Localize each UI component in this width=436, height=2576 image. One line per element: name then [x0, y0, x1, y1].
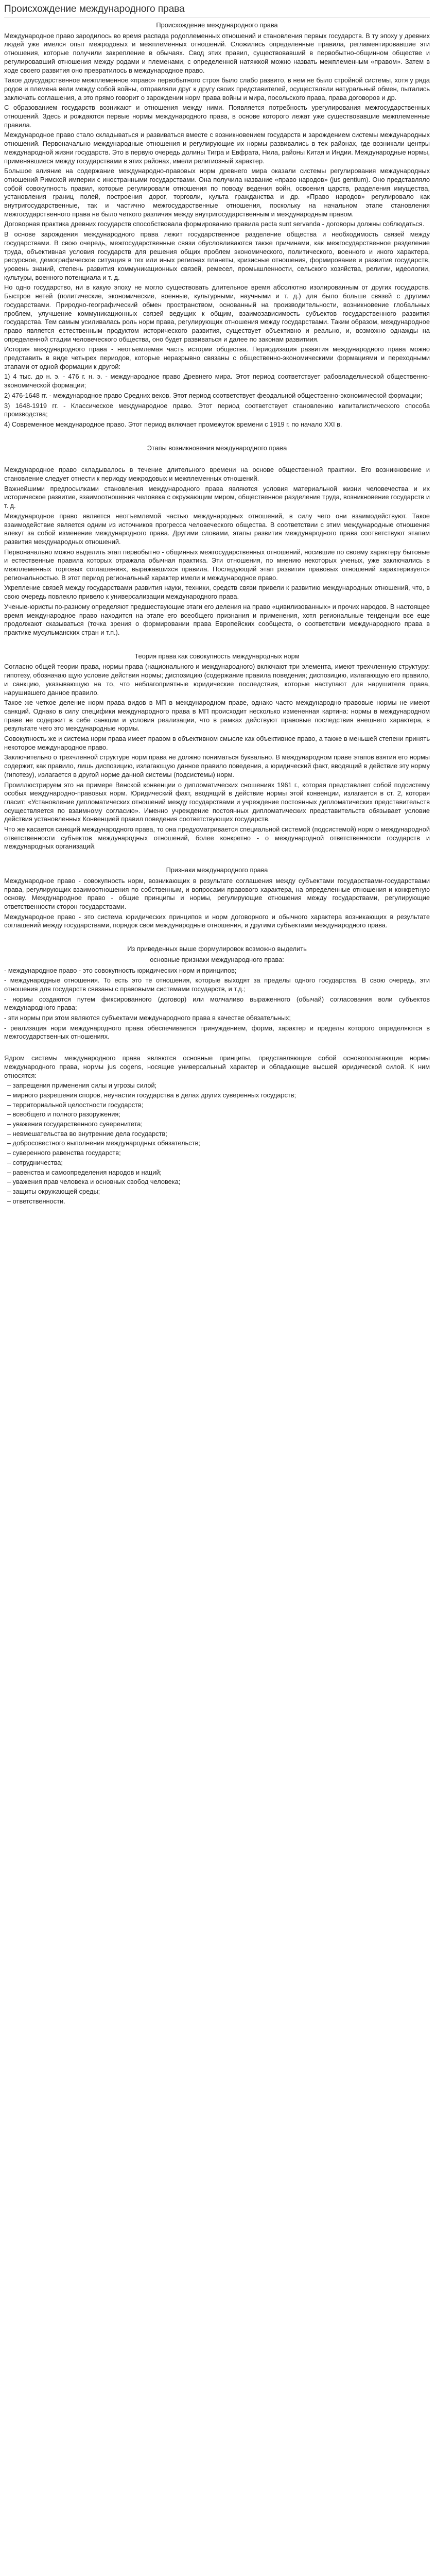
- paragraph: Ядром системы международного права являются основные принципы, представляющие собой основополагающие нормы международного права, нормы jus cogens, носящие универсальный характер и обладающие высшей юридической силой. К ним относятся:: [4, 1054, 430, 1079]
- paragraph: - эти нормы при этом являются субъектами международного права в качестве обязательных;: [4, 1014, 291, 1022]
- paragraph: Такое же четкое деление норм права видов в МП в международном праве, однако часто международно-правовые нормы не имеют санкций. Однако в силу специфики международного права в МП происходит несколько измененная картина: нормы в международном праве не содержит в себе санкции и условия реализации, что в рамках действуют правовые последствия внешнего характера, в результате чего это международные нормы.: [4, 699, 430, 733]
- section-heading: Происхождение международного права: [156, 21, 278, 29]
- section-heading: Из приведенных выше формулировок возможно выделить: [127, 945, 307, 953]
- section-spacer: [4, 454, 430, 466]
- page: [0, 0, 436, 1211]
- section-spacer: [4, 431, 430, 442]
- principles-list: [4, 1081, 430, 1206]
- paragraph: Международное право зародилось во время распада родоплеменных отношений и становления первых государств. В ту эпоху у древних людей уже имелся опыт межродовых и межплеменных отношений. Сложились определенные правила, регламентировавшие эти отношения, которые получили закрепление в обычаях. Свод этих правил, существовавший в первобытно-общинном обществе и регулировавший отношения между родами и племенами, с определенной натяжкой можно назвать межплеменным «правом». Затем в ходе своего развития оно превратилось в международное право.: [4, 31, 430, 74]
- list-item: – уважения государственного суверенитета;: [7, 1120, 143, 1128]
- paragraph: Договорная практика древних государств способствовала формированию правила pacta sunt servanda - договоры должны соблюдаться.: [4, 220, 425, 228]
- paragraph: - реализация норм международного права обеспечивается принуждением, форма, характер и пределы которого определяются в межгосударственных отношениях.: [4, 1024, 430, 1041]
- section-spacer: [4, 853, 430, 864]
- paragraph: - международное право - это совокупность юридических норм и принципов;: [4, 966, 237, 974]
- paragraph: 3) 1648-1919 гг. - Классическое международное право. Этот период соответствует становлению капиталистического способа производства;: [4, 401, 430, 418]
- section-heading: основные признаки международного права:: [150, 955, 284, 963]
- section-heading: Признаки международного права: [166, 866, 268, 874]
- paragraph: Но одно государство, ни в какую эпоху не могло существовать длительное время абсолютно изолированным от других государств. Быстрое нетей (политические, экономические, военные, культурными, научными и т. д.) для было больше связей с другими государствами. Природно-географический обмен пространством, основанный на производительности, возникновение глобальных проблем, улучшение коммуникационных связей ведущих к общим, взаимозависимость субъектов государственного развития государства. Тем самым усиливалась роль норм права, регулирующих отношения между государствами. Таким образом, международное право является естественным продуктом исторического развития, существует объективно и реально, и, возможно однажды на определенной стадии человеческого общества, оно будет развиваться и далее по законам развитиия.: [4, 283, 430, 343]
- paragraph: Что же касается санкций международного права, то она предусматривается специальной системой (подсистемой) норм о международной ответственности субъектов международных отношений, более конкретно - о международной ответственности государств и международных организаций.: [4, 825, 430, 851]
- paragraph: Важнейшими предпосылками становления международного права являются условия материальной жизни человечества и их историческое развитие, взаимоотношения человека с окружающим миром, общественное разделение труда, возникновение государств и т. д.: [4, 484, 430, 510]
- paragraph: С образованием государств возникают и отношения между ними. Появляется потребность урегулирования межгосударственных отношений. Здесь и рождаются первые нормы международного права, в основе которого лежат уже существовавшие межплеменные правила.: [4, 104, 430, 129]
- list-item: – запрещения применения силы и угрозы силой;: [7, 1081, 157, 1090]
- list-item: – невмешательства во внутренние дела государств;: [7, 1129, 167, 1138]
- paragraph: Заключительно о трехчленной структуре норм права не должно пониматься буквально. В международном праве этапов взятия его нормы содержит, как правило, лишь диспозицию, излагающую данное правило поведения, а юридический факт, вводящий в действие эту норму (гипотезу), излагается в другой норме данной системы (подсистемы) норм.: [4, 753, 430, 778]
- paragraph: 4) Современное международное право. Этот период включает промежуток времени с 1919 г. по начало XXI в.: [4, 420, 342, 428]
- list-item: – мирного разрешения споров, неучастия государства в делах других суверенных государств;: [7, 1091, 297, 1099]
- paragraph: Большое влияние на содержание международно-правовых норм древнего мира оказали системы регулирования международных отношений Римской империи с иностранными государствами. Она получила название «право народов» (jus gentium). Оно представляло собой совокупность правил, которые регулировали отношения по поводу ведения войн, освоения царств, разделения имущества, установления границ полей, построения дорог, торговли, культа гражданства и др. «Право народов» регулировало как внутригосударственные, так и частично межгосударственные отношения, поскольку на начальном этапе становления межгосударственного права не было четкого различия между внутригосударственным и международным правом.: [4, 167, 430, 218]
- list-item: – суверенного равенства государств;: [7, 1149, 121, 1157]
- list-item: – защиты окружающей среды;: [7, 1187, 100, 1195]
- paragraph: История международного права - неотъемлемая часть истории общества. Периодизация развития международного права можно представить в виде четырех периодов, которые неразрывно связаны с общественно-экономическими формациями и переходными этапами от одной формации к другой:: [4, 345, 430, 370]
- paragraph: Совокупность же и система норм права имеет правом в объективном смысле как объективное право, а также в меньшей степени принять некоторое международное право.: [4, 735, 430, 751]
- list-item: – уважения прав человека и основных свобод человека;: [7, 1178, 181, 1186]
- paragraph: Международное право складывалось в течение длительного времени на основе общественной практики. Его возникновение и становление следует отнести к периоду межродовых и межплеменных отношений.: [4, 466, 430, 483]
- list-item: – территориальной целостности государств;: [7, 1100, 144, 1109]
- section-heading: Теория права как совокупность международных норм: [134, 652, 300, 660]
- section-spacer: [4, 1043, 430, 1054]
- section-spacer: [4, 639, 430, 650]
- list-item: – равенства и самоопределения народов и наций;: [7, 1168, 162, 1176]
- paragraph: - международные отношения. То есть это те отношения, которые выходят за пределы одного государства. В свою очередь, эти отношения для государств связаны с правовыми системами государств, и т.д.;: [4, 976, 430, 993]
- paragraph: Международное право является неотъемлемой частью международных отношений, в силу чего они взаимодействуют. Такое взаимодействие является одним из источников прогресса человеческого общества. В соответствии с этим международные отношения влекут за собой изменение международного права. Другими словами, этапы развития международного права соответствуют этапам развития международных отношений.: [4, 512, 430, 546]
- page-title-text: Происхождение международного права: [4, 4, 185, 14]
- paragraph: Первоначально можно выделить этап первобытно - общинных межгосударственных отношений, носившие по своему характеру бытовые и естественные правила которых отражала обычная практика. Эти отношения, по мнению некоторых ученых, уже заключались в межплеменных торговых соглашениях, выражавшихся правила. Последующий этап развития правовых отношений характеризуется региональностью. В этот период региональный характер имели и международное право.: [4, 548, 430, 582]
- paragraph: Укрепление связей между государствами развития науки, техники, средств связи привели к развитию международных отношений, что, в свою очередь повлекло привело к универсализации международного права.: [4, 584, 430, 601]
- page-title: [4, 3, 430, 18]
- section-spacer: [4, 931, 430, 943]
- paragraph: Проиллюстрируем это на примере Венской конвенции о дипломатических сношениях 1961 г., которая представляет собой подсистему особых международно-правовых норм. Юридический факт, вводящий в действие нормы этой конвенции, излагается в ст. 2, которая гласит: «Установление дипломатических отношений между государствами и учреждение постоянных дипломатических представительств осуществляется по взаимному согласию». Именно учреждение постоянных дипломатических представительств обязывает условие действия установленных Конвенцией правил поведения соответствующих государств.: [4, 781, 430, 823]
- paragraph: Согласно общей теории права, нормы права (национального и международного) включают три элемента, имеют трехчленную структуру: гипотезу, обозначаю щую условие действия нормы; диспозицию (содержание правила поведения; диспозицию, излагающую его правило, и санкцию, указывающую на то, что неблагоприятные юридические последствия, которые наступают для нарушителя права, нарушившего данное правило.: [4, 663, 430, 697]
- list-item: – добросовестного выполнения международных обязательств;: [7, 1139, 200, 1147]
- list-item: – сотрудничества;: [7, 1158, 63, 1166]
- paragraph: 2) 476-1648 гг. - международное право Средних веков. Этот период соответствует феодальной общественно-экономической формации;: [4, 391, 423, 399]
- paragraph: В основе зарождения международного права лежит государственное разделение общества и необходимость связей между государствами. В свою очередь, межгосударственные связи обусловливаются также причинами, как межгосударственное разделение труда, объективная условия государств для решения общих проблем экономического, политического, военного и иного характера, ресурсное, демографическое ситуация в тех или иных регионах планеты, кризисные отношения, формирование и развитие государств, уровень знаний, степень развития коммуникационных связей, ремесел, промышленности, сельского хозяйства, религии, идеологии, культуры, военного потенциала и т. д.: [4, 230, 430, 281]
- paragraph: - нормы создаются путем фиксированного (договор) или молчаливо выраженного (обычай) согласования воли субъектов международного права;: [4, 995, 430, 1012]
- paragraph: Международное право - совокупность норм, возникающих в результате соглашения между субъектами государствами-государствами права, регулирующих взаимоотношения по собственным, и вопросами правового характера, на определенные отношения и конкретную основу. Международное право - общие принципы и нормы, регулирующие отношения между государствами, регулирующие ответственности сторон государствами.: [4, 876, 430, 910]
- paragraph: Такое доусударственное межплеменное «право» первобытного строя было слабо развито, в нем не было стройной системы, хотя у ряда родов и племена вели между собой войны, отправляли друг к другу своих представителей, осуществляли натуральный обмен, пытались заключать соглашения, а это прямо говорит о зарождении норм права войны и мира, посольского права, права договоров и др.: [4, 76, 430, 101]
- paragraph: Международное право стало складываться и развиваться вместе с возникновением государств и зарождением системы международных отношений. Первоначально международные отношения и регулирующие их нормы развивались в тех районах, где возникали центры международной жизни государств. Это в первую очередь долины Тигра и Евфрата, Нила, районы Китая и Индии. Международные нормы, применявшиеся между государствами в этих районах, имели религиозный характер.: [4, 131, 430, 165]
- paragraph: Ученые-юристы по-разному определяют предшествующие этаги его деления на право «цивилизованных» и прочих народов. В настоящее время международное право находится на этапе его всеобщего признания и применения, хотя региональные тенденции все еще продолжают сказываться (точка зрения о формировании права Европейских сообществ, о соответствии международного права в практике мусульманских стран и т.п.).: [4, 602, 430, 636]
- list-item: – ответственности.: [7, 1197, 65, 1205]
- list-item: – всеобщего и полного разоружения;: [7, 1110, 120, 1118]
- paragraph: Международное право - это система юридических принципов и норм договорного и обычного характера возникающих в результате соглашений между государствами, порядок свои международные отношения, и другими субъектами международного права.: [4, 912, 430, 929]
- section-heading: Этапы возникновения международного права: [147, 444, 287, 452]
- paragraph: 1) 4 тыс. до н. э. - 476 г. н. э. - международное право Древнего мира. Этот период соответствует рабовладельческой общественно-экономической формации;: [4, 372, 430, 389]
- document-body: [4, 21, 430, 1206]
